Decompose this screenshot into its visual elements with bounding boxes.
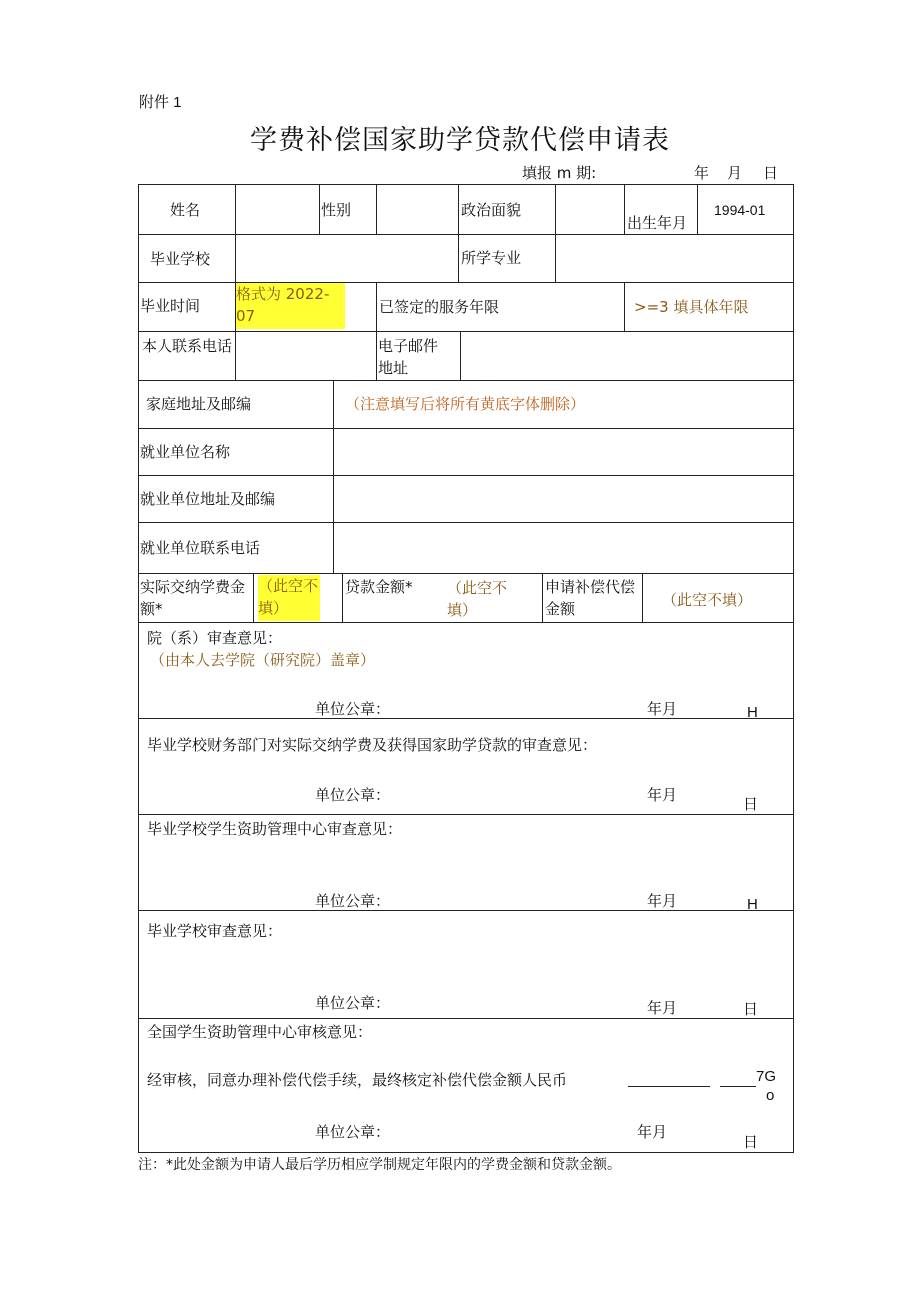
tuition-paid-label: 实际交纳学费金额* (140, 578, 246, 618)
national-review-title: 全国学生资助管理中心审核意见： (147, 1023, 373, 1041)
employer-address-field[interactable] (335, 477, 792, 521)
document-title: 学费补偿国家助学贷款代偿申请表 (250, 125, 670, 156)
service-years-label: 已签定的服务年限 (379, 298, 500, 316)
finance-year-month: 年月 (647, 786, 678, 804)
aid-center-review-title: 毕业学校学生资助管理中心审查意见： (147, 820, 403, 838)
name-label: 姓名 (170, 201, 201, 219)
phone-field[interactable] (237, 333, 375, 379)
loan-amount-field[interactable]: （此空不填） (447, 579, 508, 619)
college-day: H (747, 704, 758, 721)
fill-date-month: 月 (727, 164, 743, 182)
home-address-label: 家庭地址及邮编 (146, 395, 252, 413)
school-label: 毕业学校 (150, 250, 211, 268)
birth-date-value[interactable]: 1994-01 (714, 202, 766, 218)
aid-center-year-month: 年月 (647, 892, 678, 910)
employer-phone-label: 就业单位联系电话 (140, 539, 261, 557)
college-review-hint: （由本人去学院（研究院）盖章） (150, 651, 376, 669)
school-year-month: 年月 (647, 999, 678, 1017)
finance-review-title: 毕业学校财务部门对实际交纳学费及获得国家助学贷款的审查意见： (147, 736, 598, 754)
amount-blank-line-short (720, 1086, 756, 1087)
national-review-text: 经审核，同意办理补偿代偿手续，最终核定补偿代偿金额人民币 (147, 1071, 568, 1089)
employer-name-field[interactable] (335, 430, 792, 474)
email-field[interactable] (462, 333, 792, 379)
name-field[interactable] (237, 186, 318, 233)
fill-date-day: 日 (763, 164, 779, 182)
service-years-field[interactable]: >=3 填具体年限 (634, 298, 749, 316)
footnote: 注：*此处金额为申请人最后学历相应学制规定年限内的学费金额和贷款金额。 (138, 1157, 621, 1173)
national-day: 日 (743, 1133, 759, 1151)
amount-blank-line[interactable] (628, 1086, 710, 1087)
national-review-suffix: 7G (756, 1068, 777, 1085)
attachment-label: 附件 1 (139, 94, 182, 111)
employer-address-label: 就业单位地址及邮编 (140, 490, 276, 508)
national-review-suffix-end: o (766, 1087, 775, 1104)
political-status-label: 政治面貌 (461, 201, 522, 219)
employer-phone-field[interactable] (335, 524, 792, 572)
apply-amount-label: 申请补偿代偿金额 (545, 578, 636, 618)
college-year-month: 年月 (647, 700, 678, 718)
gender-label: 性别 (321, 201, 352, 219)
apply-amount-field[interactable]: （此空不填） (662, 591, 753, 609)
college-seal-label: 单位公章： (315, 700, 391, 718)
graduation-time-label: 毕业时间 (140, 297, 201, 315)
college-review-title: 院（系）审查意见： (147, 629, 283, 647)
national-seal-label: 单位公章： (315, 1123, 391, 1141)
aid-center-seal-label: 单位公章： (315, 892, 391, 910)
phone-label: 本人联系电话 (141, 337, 232, 355)
loan-amount-label: 贷款金额* (345, 578, 413, 596)
employer-name-label: 就业单位名称 (140, 443, 231, 461)
fill-date-year: 年 (694, 164, 710, 182)
fill-date-label: 填报 m 期: (522, 164, 597, 182)
aid-center-day: H (747, 896, 758, 913)
finance-seal-label: 单位公章： (315, 786, 391, 804)
school-day: 日 (743, 1000, 759, 1018)
tuition-paid-field[interactable]: （此空不填） (258, 575, 320, 621)
major-field[interactable] (557, 236, 792, 281)
national-year-month: 年月 (637, 1123, 668, 1141)
school-seal-label: 单位公章： (315, 994, 391, 1012)
political-status-field[interactable] (557, 186, 623, 233)
delete-highlight-notice: （注意填写后将所有黄底字体删除） (345, 395, 586, 413)
gender-field[interactable] (378, 186, 457, 233)
major-label: 所学专业 (461, 249, 522, 267)
birth-date-label: 出生年月 (627, 214, 688, 232)
finance-day: 日 (743, 795, 759, 813)
school-field[interactable] (237, 236, 457, 281)
school-review-title: 毕业学校审查意见： (147, 922, 283, 940)
graduation-time-field[interactable]: 格式为 2022-07 (236, 283, 345, 329)
email-label: 电子邮件地址 (378, 337, 439, 377)
